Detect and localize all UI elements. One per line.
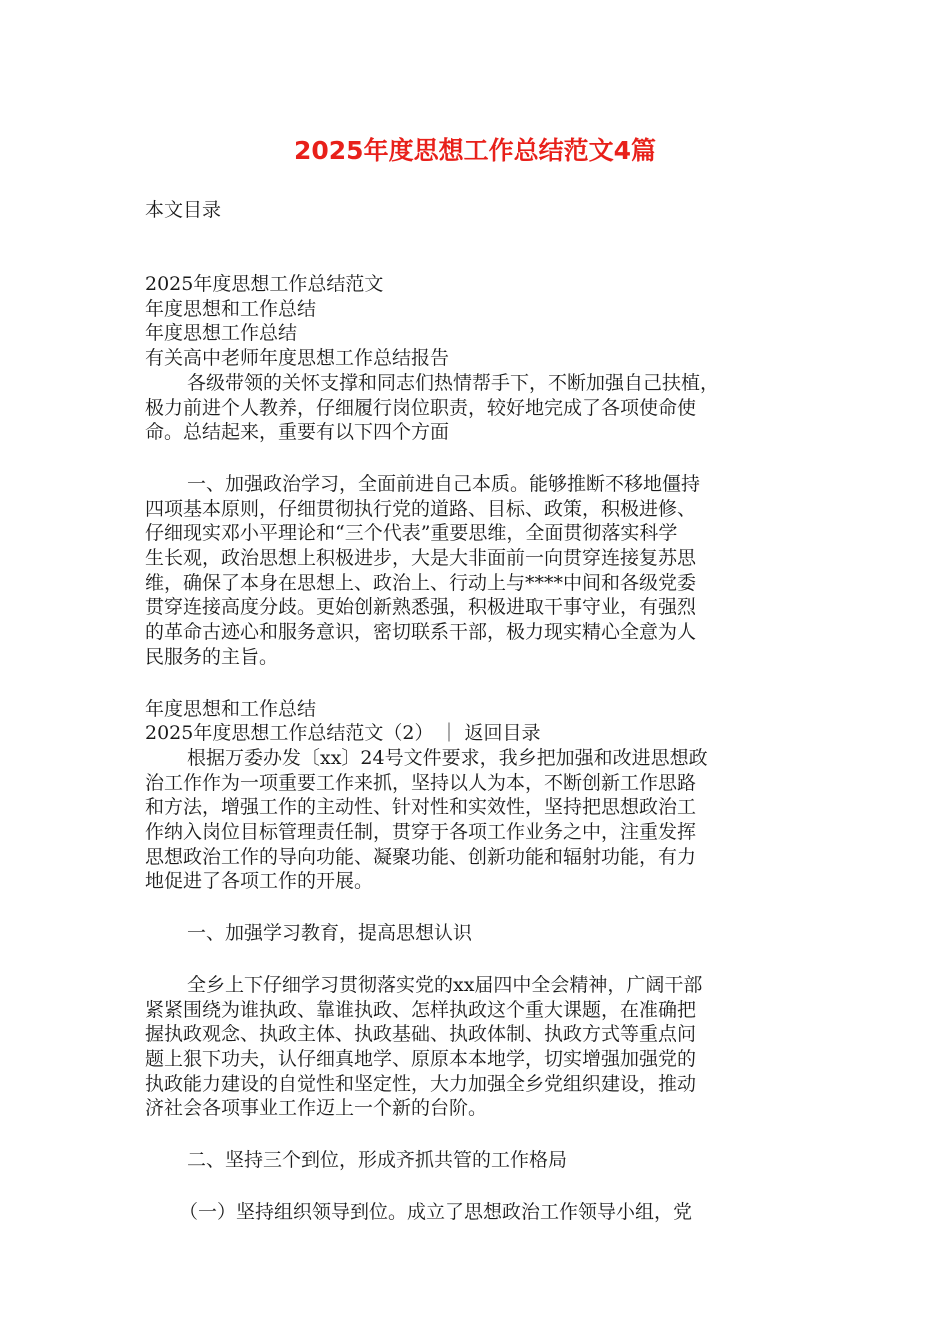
paragraph-line: 命。总结起来，重要有以下四个方面 [145, 421, 450, 444]
section1-intro [145, 371, 813, 445]
paragraph-line: 极力前进个人教养，仔细履行岗位职责，较好地完成了各项使命使 [145, 396, 697, 419]
paragraph-line: 全乡上下仔细学习贯彻落实党的xx届四中全会精神，广阔干部 [187, 973, 703, 996]
paragraph-line: 民服务的主旨。 [145, 645, 279, 668]
paragraph-line: 各级带领的关怀支撑和同志们热情帮手下，不断加强自己扶植， [187, 371, 720, 394]
section2-subheading-back-to-toc-link[interactable]: 2025年度思想工作总结范文（2） ｜ 返回目录 [145, 722, 541, 745]
section2-point1-heading: 一、加强学习教育，提高思想认识 [187, 922, 473, 945]
section2-point2-heading: 二、坚持三个到位，形成齐抓共管的工作格局 [187, 1149, 568, 1172]
section1-point1 [145, 472, 813, 670]
paragraph-line: 思想政治工作的导向功能、凝聚功能、创新功能和辐射功能，有力 [145, 845, 697, 868]
paragraph-line: 四项基本原则，仔细贯彻执行党的道路、目标、政策，积极进修、 [145, 497, 697, 520]
paragraph-line: 济社会各项事业工作迈上一个新的台阶。 [145, 1097, 488, 1120]
paragraph-line: 治工作作为一项重要工作来抓，坚持以人为本，不断创新工作思路 [145, 771, 697, 794]
paragraph-line: 和方法，增强工作的主动性、针对性和实效性，坚持把思想政治工 [145, 796, 697, 819]
paragraph-line: 地促进了各项工作的开展。 [145, 870, 374, 893]
paragraph-line: 维，确保了本身在思想上、政治上、行动上与****中间和各级党委 [145, 571, 697, 594]
toc-item-3[interactable]: 年度思想工作总结 [145, 322, 298, 345]
paragraph-line: 生长观，政治思想上积极进步，大是大非面前一向贯穿连接复苏思 [145, 547, 697, 570]
toc-item-4[interactable]: 有关高中老师年度思想工作总结报告 [145, 347, 450, 370]
section2-intro [145, 746, 813, 894]
document-body [145, 272, 813, 1225]
paragraph-line: 仔细现实邓小平理论和“三个代表”重要思维，全面贯彻落实科学 [145, 522, 678, 545]
paragraph-line: 握执政观念、执政主体、执政基础、执政体制、执政方式等重点问 [145, 1023, 697, 1046]
toc-item-1[interactable]: 2025年度思想工作总结范文 [145, 273, 384, 295]
paragraph-line: 的革命古迹心和服务意识，密切联系干部，极力现实精心全意为人 [145, 621, 697, 644]
section2-heading: 年度思想和工作总结 [145, 697, 317, 720]
section2-point1-paragraph [145, 973, 813, 1121]
table-of-contents [145, 272, 813, 371]
paragraph-line: 作纳入岗位目标管理责任制，贯穿于各项工作业务之中，注重发挥 [145, 821, 697, 844]
toc-heading: 本文目录 [145, 199, 222, 221]
paragraph-line: 根据万委办发〔xx〕24号文件要求，我乡把加强和改进思想政 [187, 746, 708, 769]
document-title: 2025年度思想工作总结范文4篇 [294, 136, 656, 165]
paragraph-line: 紧紧围绕为谁执政、靠谁执政、怎样执政这个重大课题，在准确把 [145, 998, 697, 1021]
paragraph-line: 题上狠下功夫，认仔细真地学、原原本本地学，切实增强加强党的 [145, 1047, 697, 1070]
paragraph-line: 执政能力建设的自觉性和坚定性，大力加强全乡党组织建设，推动 [145, 1072, 697, 1095]
paragraph-line: 贯穿连接高度分歧。更始创新熟悉强，积极进取干事守业，有强烈 [145, 596, 697, 619]
paragraph-line: 一、加强政治学习，全面前进自己本质。能够推断不移地僵持 [187, 472, 701, 495]
toc-item-2[interactable]: 年度思想和工作总结 [145, 297, 317, 320]
section2-point2-sub1: （一）坚持组织领导到位。成立了思想政治工作领导小组，党 [179, 1200, 693, 1223]
